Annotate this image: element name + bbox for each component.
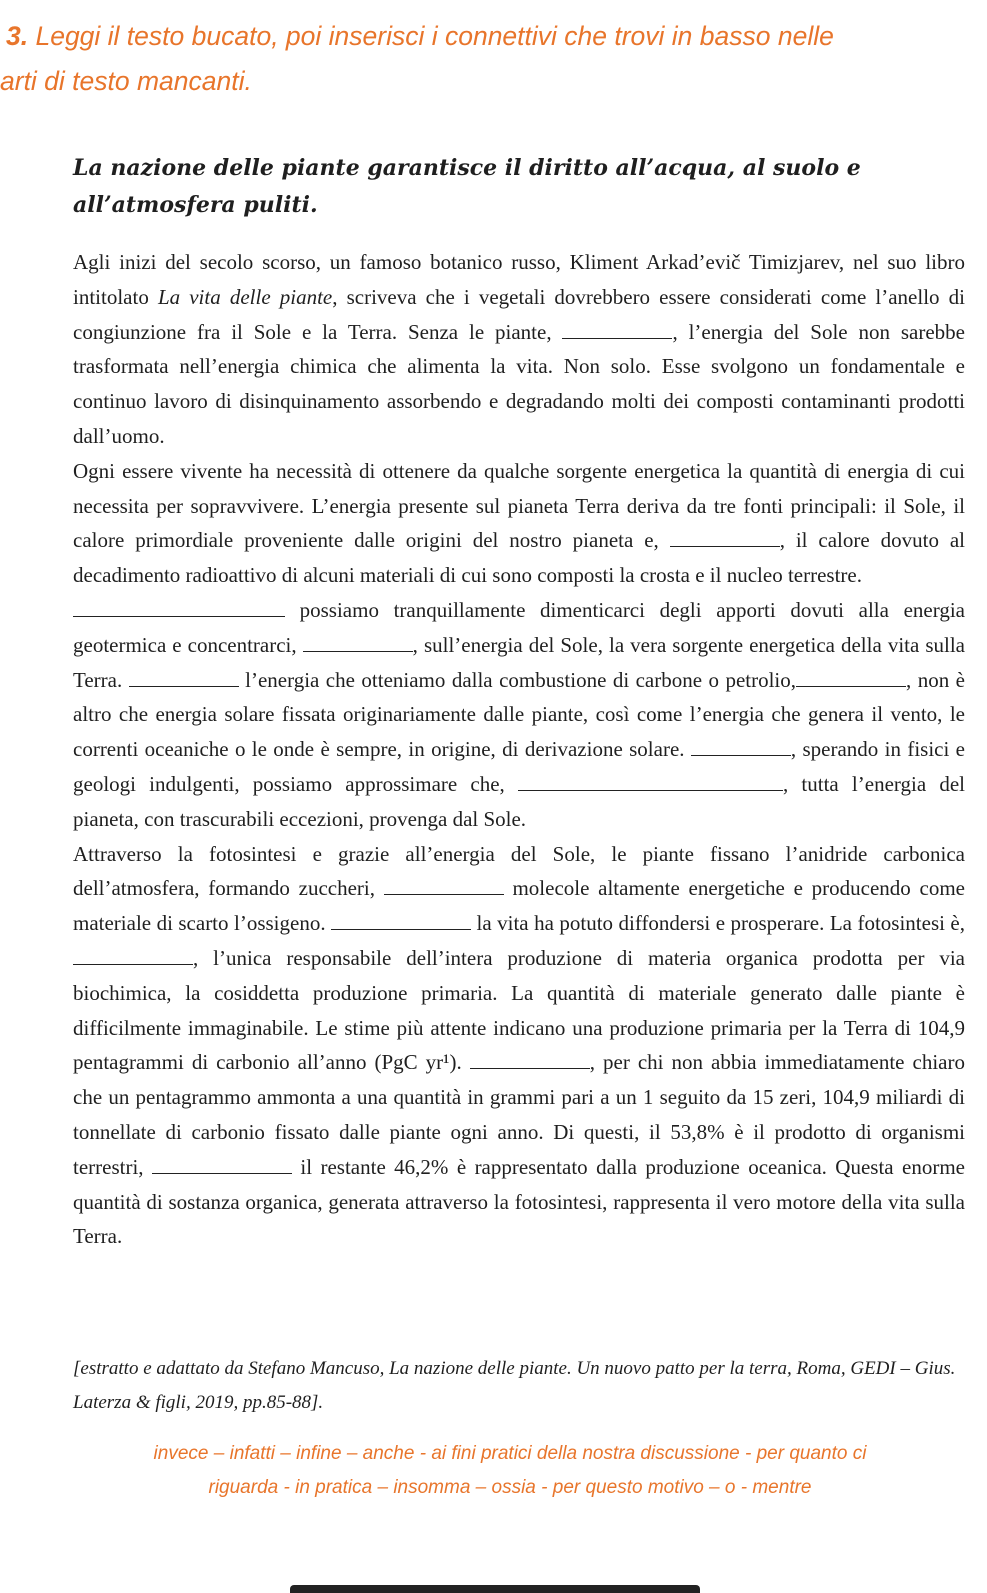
exercise-number: 3. [6,21,29,51]
text-span: , per chi non abbia immediatamente chiaro che un pentagrammo ammonta a una quantità in grammi pari a un 1 seguito da 15 zeri, 104,9 miliardi di tonnellate di carbonio fissato dalle piante ogni anno. Di questi, il 53,8% è il prodotto di organismi terrestri, [73,1050,965,1179]
paragraph-4 [73,837,965,1255]
blank-6[interactable] [796,668,906,687]
text-span: , tutta l’energia del pianeta, con trascurabili eccezioni, provenga dal Sole. [73,771,966,831]
blank-13[interactable] [152,1155,292,1174]
blank-8[interactable] [518,772,783,791]
text-span: , l’energia del Sole non sarebbe trasformata nell’energia chimica che alimenta la vita. Non solo. Esse svolgono un fondamentale e continuo lavoro di disinquinamento assorbendo e degradando molti dei composti contaminanti prodotti dall’uomo. [73,319,965,448]
text-span: la vita ha potuto diffondersi e prosperare. La fotosintesi è, [471,911,965,936]
article-title-line: all’atmosfera puliti. [73,192,318,218]
book-title: La vita delle piante [157,284,333,309]
blank-2[interactable] [670,528,780,547]
blank-7[interactable] [691,737,791,756]
connectives-list [60,1437,960,1505]
blank-9[interactable] [384,876,504,895]
article-title-line: La nazione delle piante garantisce il diritto all’acqua, al suolo e [73,155,861,181]
text-span: l’energia che otteniamo dalla combustione di carbone o petrolio, [238,667,797,692]
blank-1[interactable] [562,320,672,339]
blank-3[interactable] [73,598,285,617]
text-span: Agli inizi del secolo scorso, un famoso botanico russo, Kliment Arkad’evič Timizjarev, nel suo libro intitolato [73,250,965,309]
blank-10[interactable] [331,911,471,930]
paragraph-3 [73,593,965,837]
connectives-line: riguarda - in pratica – insomma – ossia - per questo motivo – o - mentre [208,1477,812,1498]
text-span: Attraverso la fotosintesi e grazie all’energia del Sole, le piante fissano l’anidride carbonica dell’atmosfera, formando zuccheri, [73,841,965,901]
text-span: possiamo tranquillamente dimenticarci degli apporti dovuti alla energia geotermica e concentrarci, [73,597,965,657]
blank-5[interactable] [129,668,239,687]
text-span: il restante 46,2% è rappresentato dalla produzione oceanica. Questa enorme quantità di sostanza organica, generata attraverso la fotosintesi, rappresenta il vero motore della vita sulla Terra. [73,1154,965,1249]
connectives-line: invece – infatti – infine – anche - ai fini pratici della nostra discussione - per quanto ci [153,1443,867,1464]
blank-11[interactable] [73,946,193,965]
text-span: Ogni essere vivente ha necessità di ottenere da qualche sorgente energetica la quantità di energia di cui necessita per sopravvivere. L’energia presente sul pianeta Terra deriva da tre fonti principali: il Sole, il calore primordiale proveniente dalle origini del nostro pianeta e, [73,458,965,553]
text-span: molecole altamente energetiche e producendo come materiale di scarto l’ossigeno. [73,876,965,936]
article-title [73,150,953,224]
home-indicator-bar [290,1585,700,1593]
text-span: , sull’energia del Sole, la vera sorgente energetica della vita sulla Terra. [73,632,965,692]
text-span: , il calore dovuto al decadimento radioattivo di alcuni materiali di cui sono composti la crosta e il nucleo terrestre. [73,528,966,588]
source-citation: [estratto e adattato da Stefano Mancuso, La nazione delle piante. Un nuovo patto per la terra, Roma, GEDI – Gius. Laterza & figli, 2019, pp.85-88]. [73,1358,956,1413]
paragraph-2 [73,454,965,593]
text-span: , scriveva che i vegetali dovrebbero essere considerati come l’anello di congiunzione fra il Sole e la Terra. Senza le piante, [73,284,965,344]
instruction-text: Leggi il testo bucato, poi inserisci i connettivi che trovi in basso nelle [28,21,834,51]
blank-4[interactable] [303,633,413,652]
text-span: , l’unica responsabile dell’intera produzione di materia organica prodotta per via biochimica, la cosiddetta produzione primaria. La quantità di materiale generato dalle piante è difficilmente immaginabile. Le stime più attente indicano una produzione primaria per la Terra di 104,9 pentagrammi di carbonio all’anno (PgC yr¹). [73,945,965,1075]
text-span: , sperando in fisici e geologi indulgenti, possiamo approssimare che, [73,737,965,796]
exercise-instruction [0,14,970,104]
text-span: , non è altro che energia solare fissata originariamente dalle piante, così come l’energia che genera il vento, le correnti oceaniche o le onde è sempre, in origine, di derivazione solare. [73,667,965,762]
blank-12[interactable] [470,1050,590,1069]
article-body [73,245,965,1254]
paragraph-1 [73,245,965,454]
instruction-text-continued: arti di testo mancanti. [0,66,252,96]
